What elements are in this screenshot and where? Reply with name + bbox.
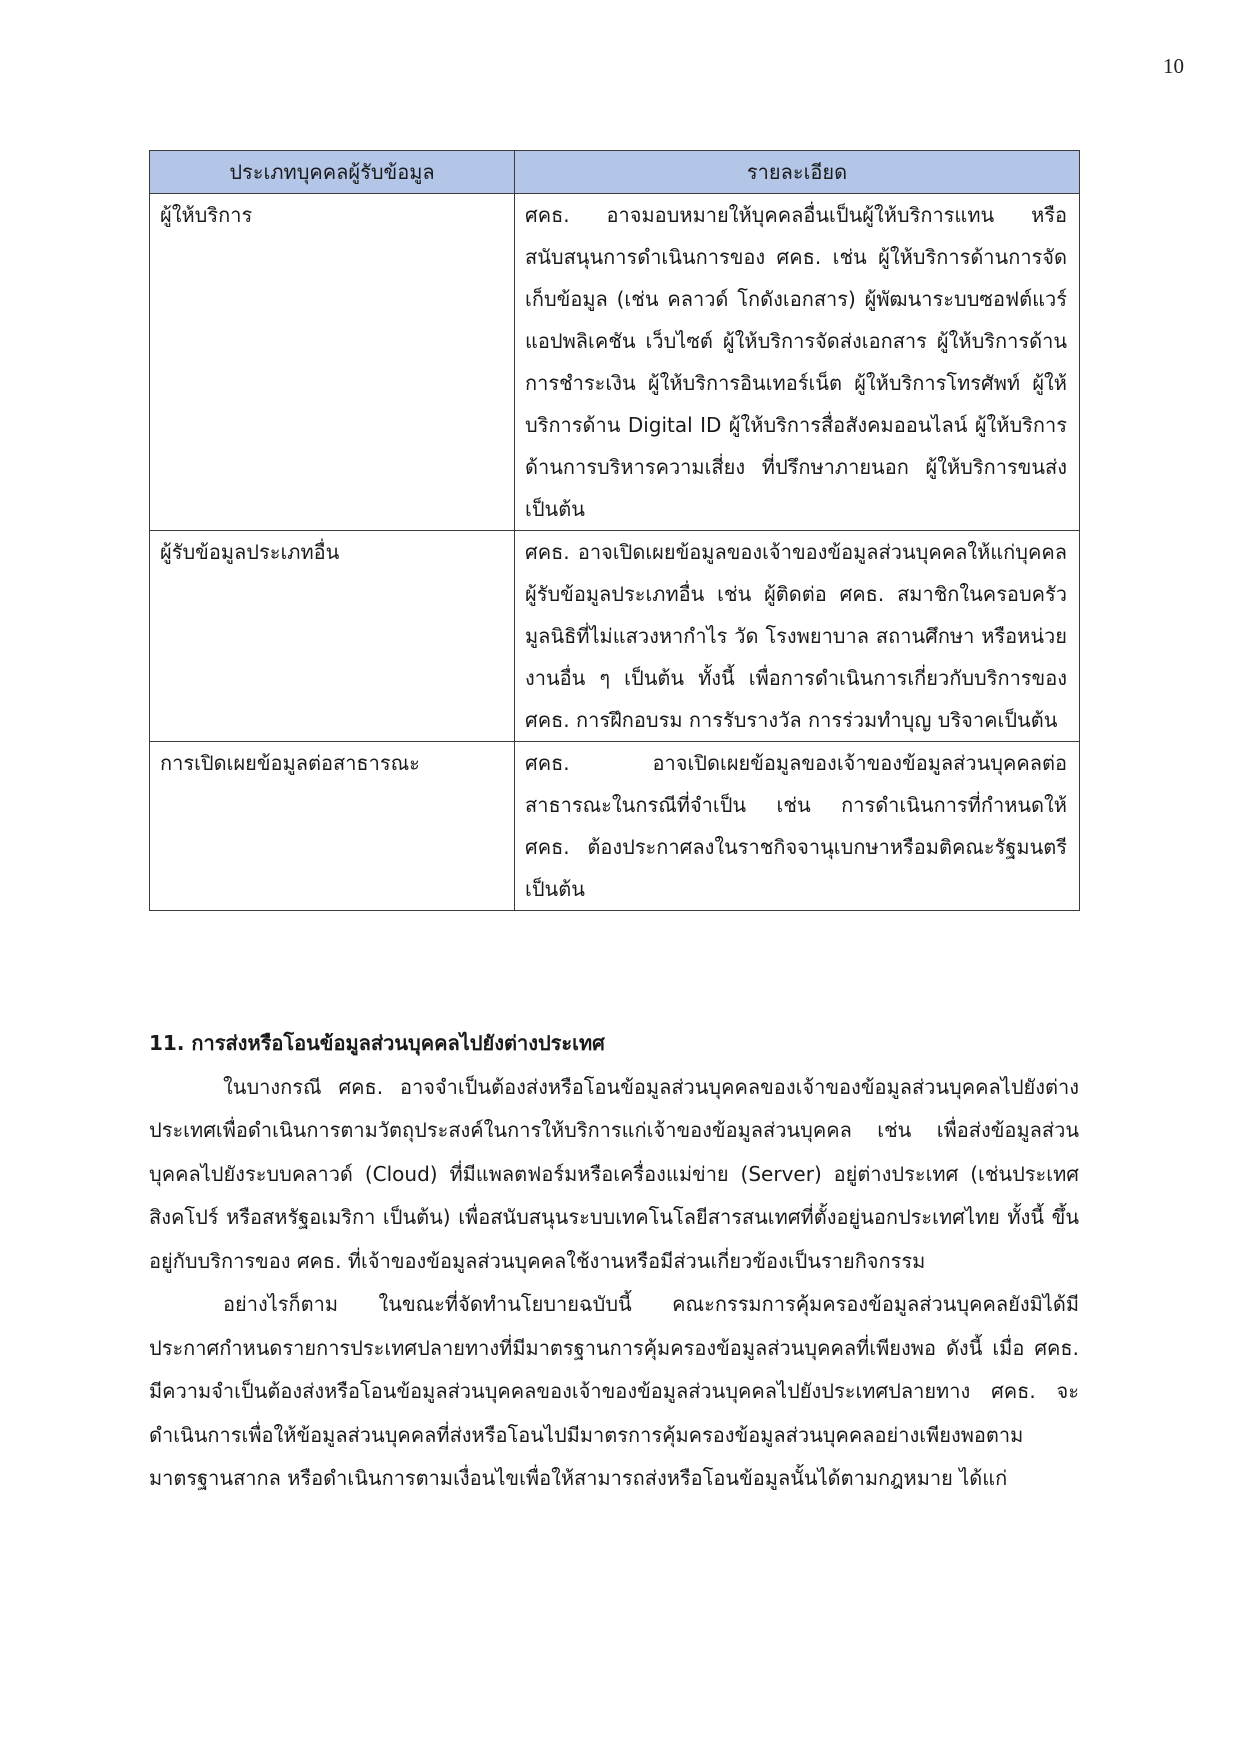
recipient-detail-cell: ศคธ. อาจเปิดเผยข้อมูลของเจ้าของข้อมูลส่วนบุคคลให้แก่บุคคลผู้รับข้อมูลประเภทอื่น เช่น ผู้ติดต่อ ศคธ. สมาชิกในครอบครัว มูลนิธิที่ไม่แสวงหากำไร วัด โรงพยาบาล สถานศึกษา หรือหน่วยงานอื่น ๆ เป็นต้น ทั้งนี้ เพื่อการดำเนินการเกี่ยวกับบริการของ ศคธ. การฝึกอบรม การรับรางวัล การร่วมทำบุญ บริจาคเป็นต้น	[515, 531, 1080, 742]
table-row	[150, 742, 1080, 911]
recipient-type-cell: ผู้ให้บริการ	[150, 194, 515, 531]
recipient-detail-cell: ศคธ. อาจเปิดเผยข้อมูลของเจ้าของข้อมูลส่วนบุคคลต่อสาธารณะในกรณีที่จำเป็น เช่น การดำเนินการที่กำหนดให้ ศคธ. ต้องประกาศลงในราชกิจจานุเบกษาหรือมติคณะรัฐมนตรี เป็นต้น	[515, 742, 1080, 911]
table-row	[150, 531, 1080, 742]
recipient-type-cell: ผู้รับข้อมูลประเภทอื่น	[150, 531, 515, 742]
recipient-detail-cell: ศคธ. อาจมอบหมายให้บุคคลอื่นเป็นผู้ให้บริการแทน หรือสนับสนุนการดำเนินการของ ศคธ. เช่น ผู้ให้บริการด้านการจัดเก็บข้อมูล (เช่น คลาวด์ โกดังเอกสาร) ผู้พัฒนาระบบซอฟต์แวร์ แอปพลิเคชัน เว็บไซต์ ผู้ให้บริการจัดส่งเอกสาร ผู้ให้บริการด้านการชำระเงิน ผู้ให้บริการอินเทอร์เน็ต ผู้ให้บริการโทรศัพท์ ผู้ให้บริการด้าน Digital ID ผู้ให้บริการสื่อสังคมออนไลน์ ผู้ให้บริการด้านการบริหารความเสี่ยง ที่ปรึกษาภายนอก ผู้ให้บริการขนส่ง เป็นต้น	[515, 194, 1080, 531]
section-heading: 11. การส่งหรือโอนข้อมูลส่วนบุคคลไปยังต่างประเทศ	[149, 1031, 605, 1055]
recipient-type-cell: การเปิดเผยข้อมูลต่อสาธารณะ	[150, 742, 515, 911]
table-header-row	[150, 151, 1080, 194]
table-row	[150, 194, 1080, 531]
page-number: 10	[1163, 54, 1184, 78]
section-cross-border-transfer	[149, 1022, 1079, 1501]
recipient-types-table	[149, 150, 1080, 911]
section-paragraph: ในบางกรณี ศคธ. อาจจำเป็นต้องส่งหรือโอนข้อมูลส่วนบุคคลของเจ้าของข้อมูลส่วนบุคคลไปยังต่างประเทศเพื่อดำเนินการตามวัตถุประสงค์ในการให้บริการแก่เจ้าของข้อมูลส่วนบุคคล เช่น เพื่อส่งข้อมูลส่วนบุคคลไปยังระบบคลาวด์ (Cloud) ที่มีแพลตฟอร์มหรือเครื่องแม่ข่าย (Server) อยู่ต่างประเทศ (เช่นประเทศสิงคโปร์ หรือสหรัฐอเมริกา เป็นต้น) เพื่อสนับสนุนระบบเทคโนโลยีสารสนเทศที่ตั้งอยู่นอกประเทศไทย ทั้งนี้ ขึ้นอยู่กับบริการของ ศคธ. ที่เจ้าของข้อมูลส่วนบุคคลใช้งานหรือมีส่วนเกี่ยวข้องเป็นรายกิจกรรม	[149, 1074, 1079, 1273]
section-paragraph: อย่างไรก็ตาม ในขณะที่จัดทำนโยบายฉบับนี้ คณะกรรมการคุ้มครองข้อมูลส่วนบุคคลยังมิได้มีประกาศกำหนดรายการประเทศปลายทางที่มีมาตรฐานการคุ้มครองข้อมูลส่วนบุคคลที่เพียงพอ ดังนี้ เมื่อ ศคธ. มีความจำเป็นต้องส่งหรือโอนข้อมูลส่วนบุคคลของเจ้าของข้อมูลส่วนบุคคลไปยังประเทศปลายทาง ศคธ. จะดำเนินการเพื่อให้ข้อมูลส่วนบุคคลที่ส่งหรือโอนไปมีมาตรการคุ้มครองข้อมูลส่วนบุคคลอย่างเพียงพอตามมาตรฐานสากล หรือดำเนินการตามเงื่อนไขเพื่อให้สามารถส่งหรือโอนข้อมูลนั้นได้ตามกฎหมาย ได้แก่	[149, 1292, 1079, 1490]
column-header-details: รายละเอียด	[515, 151, 1080, 194]
column-header-recipient-type: ประเภทบุคคลผู้รับข้อมูล	[150, 151, 515, 194]
